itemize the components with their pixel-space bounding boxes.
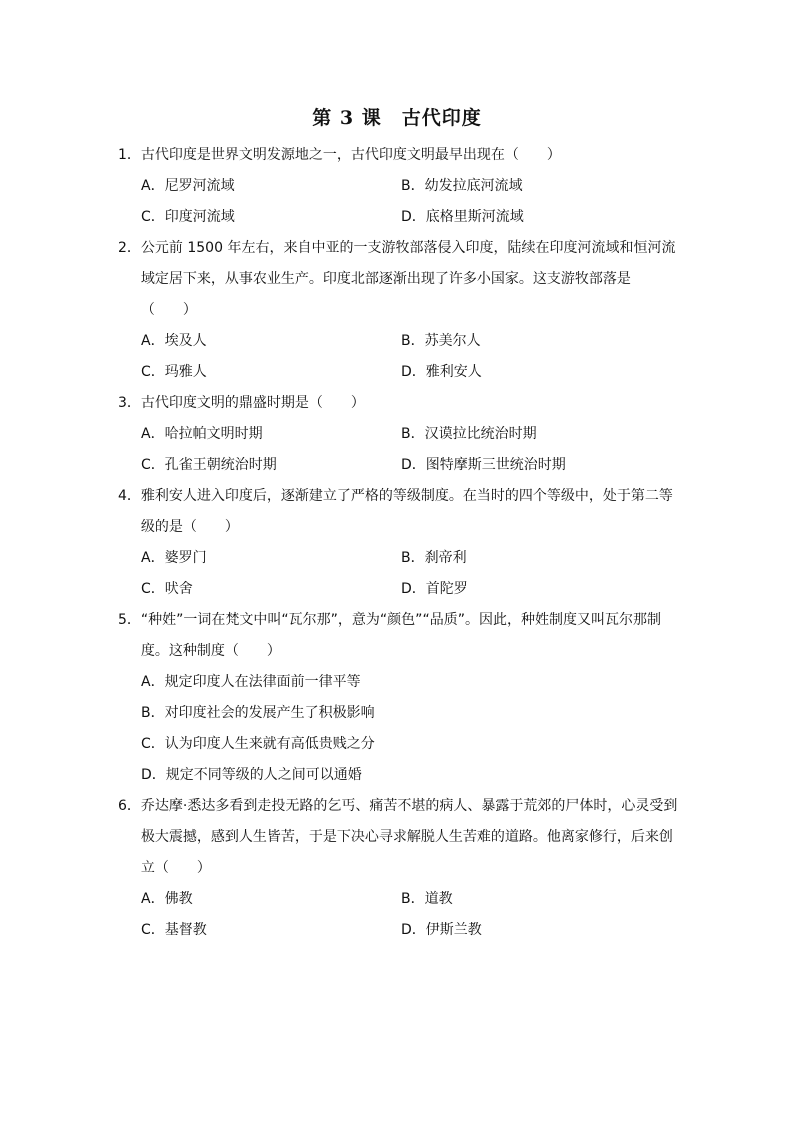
option-c[interactable]: C．认为印度人生来就有高低贵贱之分 xyxy=(141,736,375,752)
question-4 xyxy=(118,481,678,605)
option-group xyxy=(141,419,678,481)
option-a[interactable]: A．佛教 xyxy=(141,891,193,907)
question-stem xyxy=(118,388,678,419)
option-group xyxy=(141,543,678,605)
question-stem xyxy=(118,481,678,543)
question-text: 雅利安人进入印度后，逐渐建立了严格的等级制度。在当时的四个等级中，处于第二等级的是（ ） xyxy=(140,488,673,535)
option-group xyxy=(141,326,678,388)
option-group xyxy=(141,667,678,791)
option-b[interactable]: B．幼发拉底河流域 xyxy=(401,178,523,194)
option-group xyxy=(141,171,678,233)
option-group xyxy=(141,884,678,946)
option-c[interactable]: C．玛雅人 xyxy=(141,364,207,380)
option-b[interactable]: B．对印度社会的发展产生了积极影响 xyxy=(141,705,375,721)
option-d[interactable]: D．底格里斯河流域 xyxy=(401,209,524,225)
question-text: 公元前 1500 年左右，来自中亚的一支游牧部落侵入印度，陆续在印度河流域和恒河流域定居下来，从事农业生产。印度北部逐渐出现了许多小国家。这支游牧部落是（ ） xyxy=(140,240,676,318)
option-a[interactable]: A．尼罗河流域 xyxy=(141,178,235,194)
question-text: 古代印度是世界文明发源地之一，古代印度文明最早出现在（ ） xyxy=(140,147,561,163)
option-d[interactable]: D．雅利安人 xyxy=(401,364,482,380)
option-d[interactable]: D．图特摩斯三世统治时期 xyxy=(401,457,566,473)
option-b[interactable]: B．汉谟拉比统治时期 xyxy=(401,426,537,442)
question-stem xyxy=(118,605,678,667)
question-stem xyxy=(118,791,678,884)
option-d[interactable]: D．伊斯兰教 xyxy=(401,922,482,938)
question-number: 5． xyxy=(118,612,141,628)
question-2 xyxy=(118,233,678,388)
option-a[interactable]: A．婆罗门 xyxy=(141,550,207,566)
option-a[interactable]: A．埃及人 xyxy=(141,333,207,349)
option-c[interactable]: C．印度河流域 xyxy=(141,209,235,225)
question-3 xyxy=(118,388,678,481)
option-d[interactable]: D．首陀罗 xyxy=(401,581,468,597)
option-c[interactable]: C．吠舍 xyxy=(141,581,193,597)
question-number: 3． xyxy=(118,395,141,411)
question-number: 2． xyxy=(118,240,141,256)
question-text: 乔达摩·悉达多看到走投无路的乞丐、痛苦不堪的病人、暴露于荒郊的尸体时，心灵受到极大震撼，感到人生皆苦，于是下决心寻求解脱人生苦难的道路。他离家修行，后来创立（ ） xyxy=(140,798,678,876)
option-a[interactable]: A．哈拉帕文明时期 xyxy=(141,426,263,442)
question-text: “种姓”一词在梵文中叫“瓦尔那”，意为“颜色”“品质”。因此，种姓制度又叫瓦尔那制度。这种制度（ ） xyxy=(140,612,661,659)
option-a[interactable]: A．规定印度人在法律面前一律平等 xyxy=(141,674,361,690)
option-d[interactable]: D．规定不同等级的人之间可以通婚 xyxy=(141,767,362,783)
question-6 xyxy=(118,791,678,946)
question-1 xyxy=(118,140,678,233)
option-b[interactable]: B．刹帝利 xyxy=(401,550,467,566)
question-5 xyxy=(118,605,678,791)
option-b[interactable]: B．苏美尔人 xyxy=(401,333,481,349)
option-c[interactable]: C．孔雀王朝统治时期 xyxy=(141,457,277,473)
question-text: 古代印度文明的鼎盛时期是（ ） xyxy=(140,395,365,411)
option-c[interactable]: C．基督教 xyxy=(141,922,207,938)
question-number: 1． xyxy=(118,147,141,163)
page-title: 第 3 课 古代印度 xyxy=(312,107,482,129)
question-number: 6． xyxy=(118,798,141,814)
question-list xyxy=(118,140,678,946)
question-stem xyxy=(118,233,678,326)
question-stem xyxy=(118,140,678,171)
question-number: 4． xyxy=(118,488,141,504)
option-b[interactable]: B．道教 xyxy=(401,891,453,907)
